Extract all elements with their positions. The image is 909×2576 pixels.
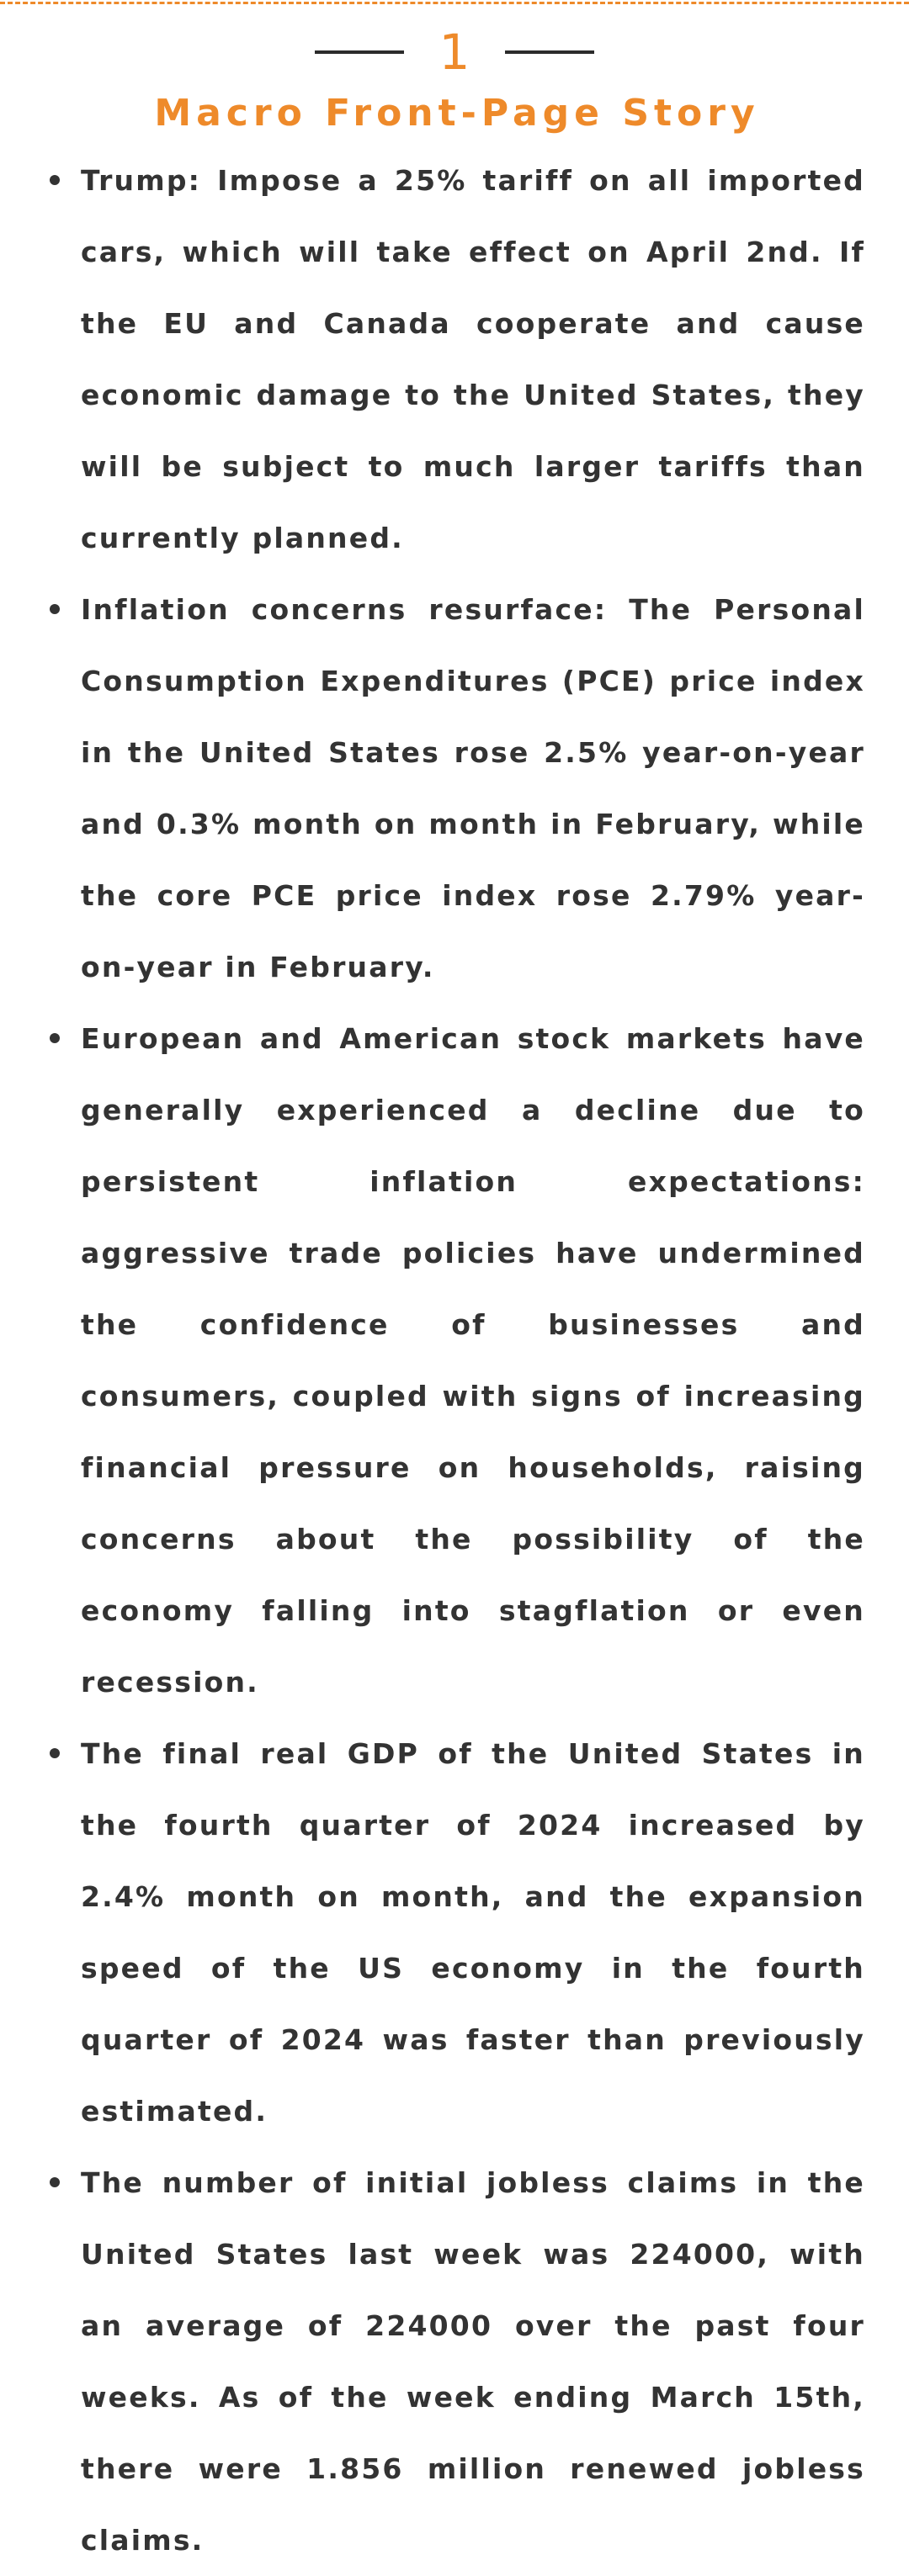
section-number: 1 [439, 24, 470, 81]
list-item-text: European and American stock markets have generally experienced a decline due to persistent inflation expectations: aggressive trade policies have undermined the confidence of businesses and consumers, coupled with signs of increasing financial pressure on households, raising concerns about the possibility of the economy falling into stagflation or even recession. [81, 1022, 865, 1699]
bullet-icon [50, 1033, 60, 1043]
bullet-icon [50, 175, 60, 185]
news-bullet-list [0, 145, 909, 2576]
left-decorative-line [315, 50, 404, 54]
list-item-text: Trump: Impose a 25% tariff on all imported cars, which will take effect on April 2nd. If the EU and Canada cooperate and cause economic damage to the United States, they will be subject to much larger tariffs than currently planned. [81, 164, 865, 554]
right-decorative-line [505, 50, 594, 54]
bullet-icon [50, 1748, 60, 1758]
list-item [81, 1003, 865, 1718]
list-item [81, 2147, 865, 2576]
top-dashed-divider [0, 2, 909, 4]
list-item-text: The number of initial jobless claims in the United States last week was 224000, with an average of 224000 over the past four weeks. As of the week ending March 15th, there were 1.856 million renewed jobless claims. [81, 2166, 865, 2557]
section-number-header [0, 19, 909, 86]
list-item [81, 1718, 865, 2147]
list-item-text: The final real GDP of the United States in the fourth quarter of 2024 increased by 2.4% month on month, and the expansion speed of the US economy in the fourth quarter of 2024 was faster than previously estimated. [81, 1737, 865, 2128]
list-item [81, 574, 865, 1003]
list-item [81, 145, 865, 574]
list-item-text: Inflation concerns resurface: The Personal Consumption Expenditures (PCE) price index in the United States rose 2.5% year-on-year and 0.3% month on month in February, while the core PCE price index rose 2.79% year-on-year in February. [81, 593, 865, 983]
bullet-icon [50, 2177, 60, 2187]
section-title: Macro Front-Page Story [154, 92, 760, 135]
bullet-icon [50, 604, 60, 614]
